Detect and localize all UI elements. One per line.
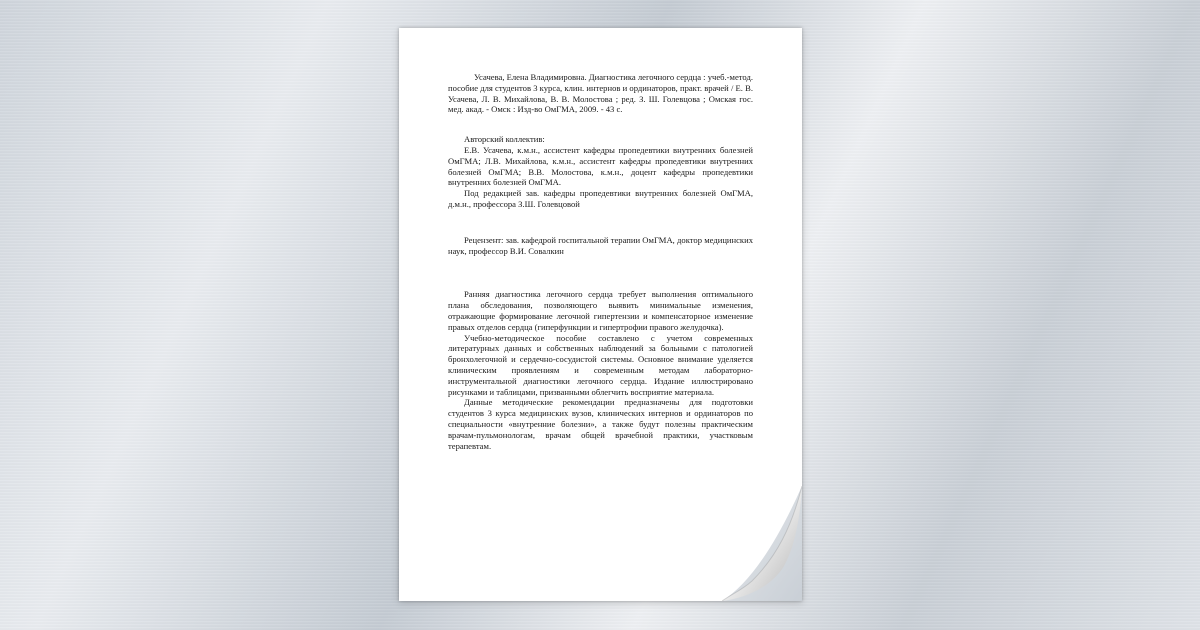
bibliographic-annotation: Усачева, Елена Владимировна. Диагностика легочного сердца : учеб.-метод. пособие для студентов 3 курса, клин. интернов и ординаторов, практ. врачей / Е. В. Усачева, Л. В. Михайлова, В. В. Молостова ; ред. З. Ш. Голевцова ; Омская гос. мед. акад. - Омск : Изд-во ОмГМА, 2009. - 43 с.	[448, 72, 753, 115]
reviewer-text: Рецензент: зав. кафедрой госпитальной терапии ОмГМА, доктор медицинских наук, профессор В.И. Совалкин	[448, 234, 753, 256]
abstract-paragraph-1: Ранняя диагностика легочного сердца требует выполнения оптимального плана обследования, позволяющего выявить минимальные изменения, отражающие формирование легочной гипертензии и компенсаторное изменение правых отделов сердца (гиперфункции и гипертрофии правого желудочка).	[448, 289, 753, 332]
page-curl-icon	[722, 486, 802, 601]
page-content	[448, 72, 753, 451]
spacer	[448, 210, 753, 235]
abstract-paragraph-2: Учебно-методическое пособие составлено с учетом современных литературных данных и собственных наблюдений за больными с патологией бронхолегочной и сердечно-сосудистой системы. Основное внимание уделяется клиническим проявлениям и современным методам лабораторно-инструментальной диагностики легочного сердца. Издание иллюстрировано рисунками и таблицами, призванными облегчить восприятие материала.	[448, 332, 753, 397]
authors-heading: Авторский коллектив:	[464, 134, 545, 145]
authors-text: Е.В. Усачева, к.м.н., ассистент кафедры пропедевтики внутренних болезней ОмГМА; Л.В. Михайлова, к.м.н., ассистент кафедры пропедевтики внутренних болезней ОмГМА; В.В. Молостова, к.м.н., доцент кафедры пропедевтики внутренних болезней ОмГМА.	[448, 144, 753, 188]
abstract-paragraph-3: Данные методические рекомендации предназначены для подготовки студентов 3 курса медицинских вузов, клинических интернов и ординаторов по специальности «внутренние болезни», а также будут полезны практическим врачам-пульмонологам, врачам общей врачебной практики, участковым терапевтам.	[448, 397, 753, 451]
spacer	[448, 256, 753, 289]
editor-text: Под редакцией зав. кафедры пропедевтики внутренних болезней ОмГМА, д.м.н., профессора З.Ш. Голевцовой	[448, 188, 753, 209]
document-page	[399, 28, 802, 601]
spacer	[448, 115, 753, 134]
